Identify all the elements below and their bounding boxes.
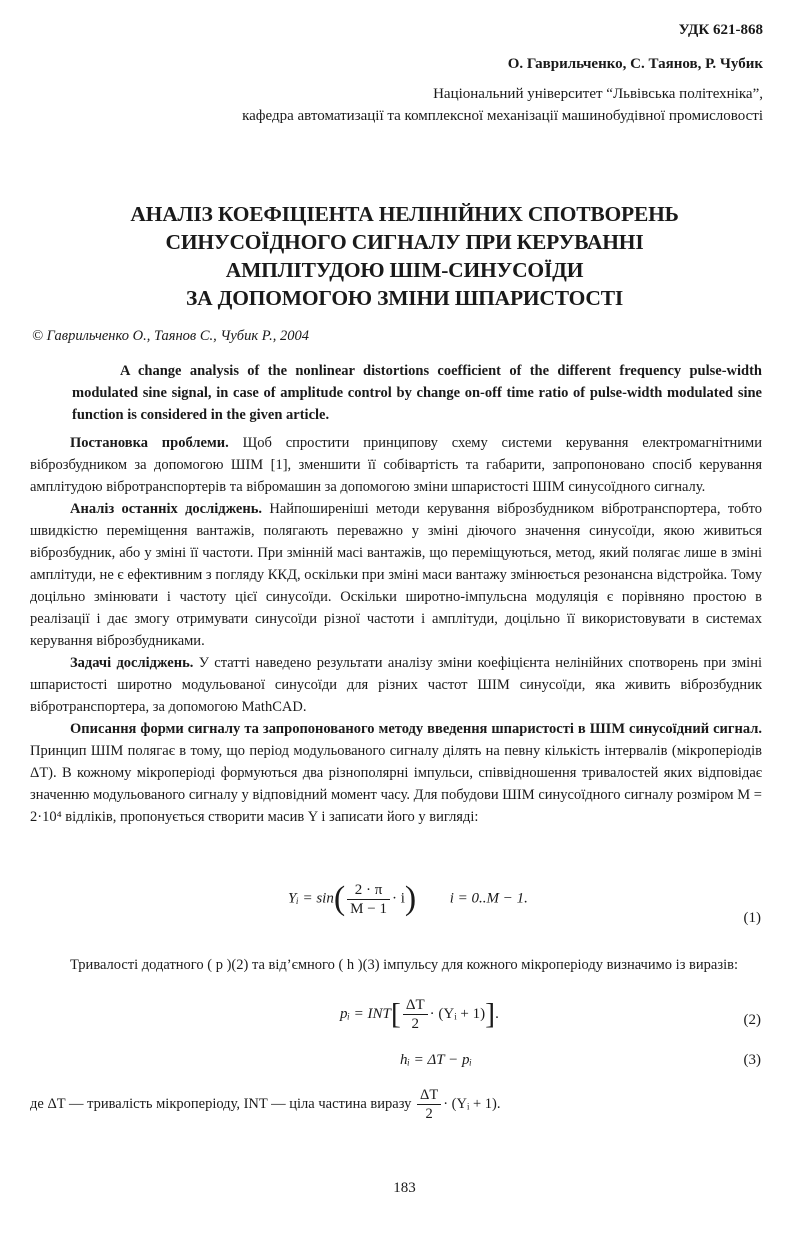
eq1-lhs: Yᵢ = sin <box>288 890 334 907</box>
definition-text: де ΔT — тривалість мікроперіоду, INT — ціла частина виразу <box>30 1095 412 1112</box>
title-line: АМПЛІТУДОЮ ШІМ-СИНУСОЇДИ <box>225 258 584 282</box>
eq2-rest: · (Yᵢ + 1) <box>429 1005 486 1022</box>
paragraph-method <box>30 718 762 828</box>
equation-3-number: (3) <box>743 1052 761 1068</box>
title-line: АНАЛІЗ КОЕФІЦІЕНТА НЕЛІНІЙНИХ СПОТВОРЕНЬ <box>130 202 679 226</box>
udc-code: УДК 621-868 <box>678 22 763 38</box>
section-heading: Задачі досліджень. <box>70 655 194 671</box>
equation-3: hᵢ = ΔT − pᵢ <box>400 1052 472 1068</box>
eq1-denominator: M − 1 <box>350 900 387 917</box>
page-number: 183 <box>393 1180 416 1196</box>
paragraph-text: Принцип ШІМ полягає в тому, що період модульованого сигналу ділять на певну кількість інтервалів (мікроперіодів ΔT). В кожному мікроперіоді формуються два різнополярні імпульси, співвідношення тривалостей яких відповідає значенню модульованого сигналу у відповідний момент часу. Для побудови ШІМ синусоїдного сигналу розміром M = 2·10⁴ відліків, пропонується створити масив Y і записати його у вигляді: <box>30 743 762 825</box>
affiliation-university: Національний університет “Львівська політехніка”, <box>433 86 763 102</box>
paragraph-text: Щоб спростити принципову схему системи керування електромагнітними віброзбудником за допомогою ШІМ [1], зменшити її собівартість та габарити, запропоновано спосіб керування амплітудою вібротранспортерів та вібромашин за допомогою зміни шпаристості ШІМ синусоїдного сигналу. <box>30 435 762 495</box>
article-title <box>60 200 749 312</box>
copyright-line: © Гаврильченко О., Таянов С., Чубик Р., 2004 <box>32 328 310 344</box>
durations-paragraph: Тривалості додатного ( p )(2) та від’ємного ( h )(3) імпульсу для кожного мікроперіоду визначимо із виразів: <box>70 957 738 973</box>
eq1-mult: · i <box>391 890 405 907</box>
eq2-lhs: pᵢ = INT <box>340 1005 391 1022</box>
section-heading: Аналіз останніх досліджень. <box>70 501 263 517</box>
paragraph-analysis <box>30 498 762 652</box>
eq2-denominator: 2 <box>411 1016 419 1032</box>
eq2-tail: . <box>495 1005 499 1022</box>
paragraph-text: Найпоширеніші методи керування віброзбудником вібротранспортера, тобто швидкістю переміщення вантажів, полягають переважно у зміні діючого значення синусоїди, якою живиться віброзбудник, або у зміні її частоти. При змінній масі вантажів, що переміщуються, метод, який полягає лише в зміні амплітуди, не є ефективним з погляду ККД, оскільки при зміні маси вантажу змінюється резонансна відстройка. Тому доцільно змінювати і частоту цієї синусоїди. Оскільки широтно-імпульсна модуляція є порівняно простою в реалізації і дає змогу отримувати синусоїди різної частоти і амплітуди, доцільно її використовувати в системах керування віброзбудниками. <box>30 501 762 649</box>
paragraph-problem <box>30 432 762 498</box>
section-heading: Постановка проблеми. <box>70 435 229 451</box>
abstract: A change analysis of the nonlinear distortions coefficient of the different frequency pulse-width modulated sine signal, in case of amplitude control by change on-off time ratio of pulse-width modulated sine function is considered in the given article. <box>72 363 762 423</box>
equation-1: Yᵢ = sin( $\frac{2 \cdot \pi}{M - 1}$ · i) i = 0..M − 1. <box>288 880 528 917</box>
eq2-numerator: ΔT <box>403 996 428 1015</box>
affiliation-department: кафедра автоматизації та комплексної механізації машинобудівної промисловості <box>242 108 763 124</box>
equation-1-number: (1) <box>743 910 761 926</box>
def-denominator: 2 <box>425 1106 433 1122</box>
eq1-range: i = 0..M − 1. <box>449 890 528 907</box>
article-body <box>30 432 762 828</box>
title-line: ЗА ДОПОМОГОЮ ЗМІНИ ШПАРИСТОСТІ <box>185 286 624 310</box>
paragraph-text: У статті наведено результати аналізу зміни коефіцієнта нелінійних спотворень при зміні шпаристості широтно модульованої синусоїди для різних частот ШІМ синусоїди, яка живить віброзбудник вібротранспортера, за допомогою MathCAD. <box>30 655 762 715</box>
equation-2: pᵢ = INT[ $\frac{\Delta T}{2}$ · (Yᵢ + 1)]. <box>340 997 499 1032</box>
section-heading: Описання форми сигналу та запропонованого методу введення шпаристості в ШІМ синусоїдний сигнал. <box>70 721 762 737</box>
def-rest: · (Yᵢ + 1). <box>443 1095 501 1112</box>
definition-line <box>30 1086 500 1123</box>
authors: О. Гаврильченко, С. Таянов, Р. Чубик <box>507 56 763 72</box>
title-line: СИНУСОЇДНОГО СИГНАЛУ ПРИ КЕРУВАННІ <box>165 230 644 254</box>
eq1-numerator: 2 · π <box>347 881 390 900</box>
def-numerator: ΔT <box>417 1086 441 1105</box>
paragraph-tasks <box>30 652 762 718</box>
equation-2-number: (2) <box>743 1012 761 1028</box>
